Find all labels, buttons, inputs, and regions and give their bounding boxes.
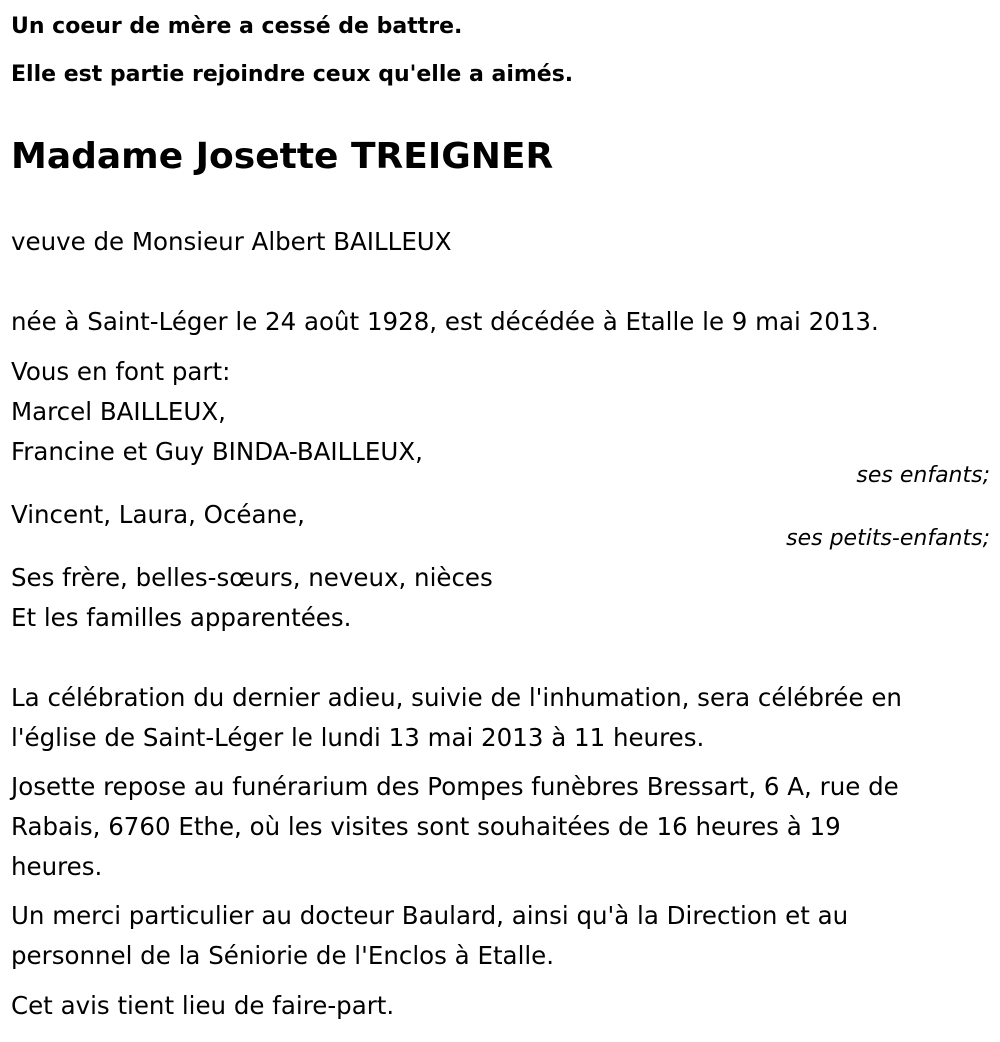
header-line-2: Elle est partie rejoindre ceux qu'elle a aimés. [11, 62, 574, 87]
closing-line: Cet avis tient lieu de faire-part. [11, 991, 395, 1020]
grandchildren-label: ses petits-enfants; [786, 526, 990, 551]
thanks-line-1: Un merci particulier au docteur Baulard, ainsi qu'à la Direction et au [11, 901, 849, 930]
grandchildren-line: Vincent, Laura, Océane, [11, 500, 305, 529]
ceremony-line-2: l'église de Saint-Léger le lundi 13 mai 2013 à 11 heures. [11, 723, 705, 752]
visitation-line-2: Rabais, 6760 Ethe, où les visites sont souhaitées de 16 heures à 19 [11, 812, 841, 841]
children-label: ses enfants; [856, 463, 990, 488]
thanks-line-2: personnel de la Séniorie de l'Enclos à Etalle. [11, 941, 555, 970]
visitation-line-3: heures. [11, 852, 103, 881]
deceased-name: Madame Josette TREIGNER [11, 136, 554, 177]
others-line-2: Et les familles apparentées. [11, 603, 352, 632]
child-1: Marcel BAILLEUX, [11, 397, 226, 426]
spouse-line: veuve de Monsieur Albert BAILLEUX [11, 227, 452, 256]
others-line-1: Ses frère, belles-sœurs, neveux, nièces [11, 563, 493, 592]
family-intro: Vous en font part: [11, 357, 231, 386]
visitation-line-1: Josette repose au funérarium des Pompes funèbres Bressart, 6 A, rue de [11, 772, 899, 801]
ceremony-line-1: La célébration du dernier adieu, suivie de l'inhumation, sera célébrée en [11, 683, 902, 712]
child-2: Francine et Guy BINDA-BAILLEUX, [11, 437, 423, 466]
birth-death-line: née à Saint-Léger le 24 août 1928, est décédée à Etalle le 9 mai 2013. [11, 307, 879, 336]
header-line-1: Un coeur de mère a cessé de battre. [11, 14, 463, 39]
